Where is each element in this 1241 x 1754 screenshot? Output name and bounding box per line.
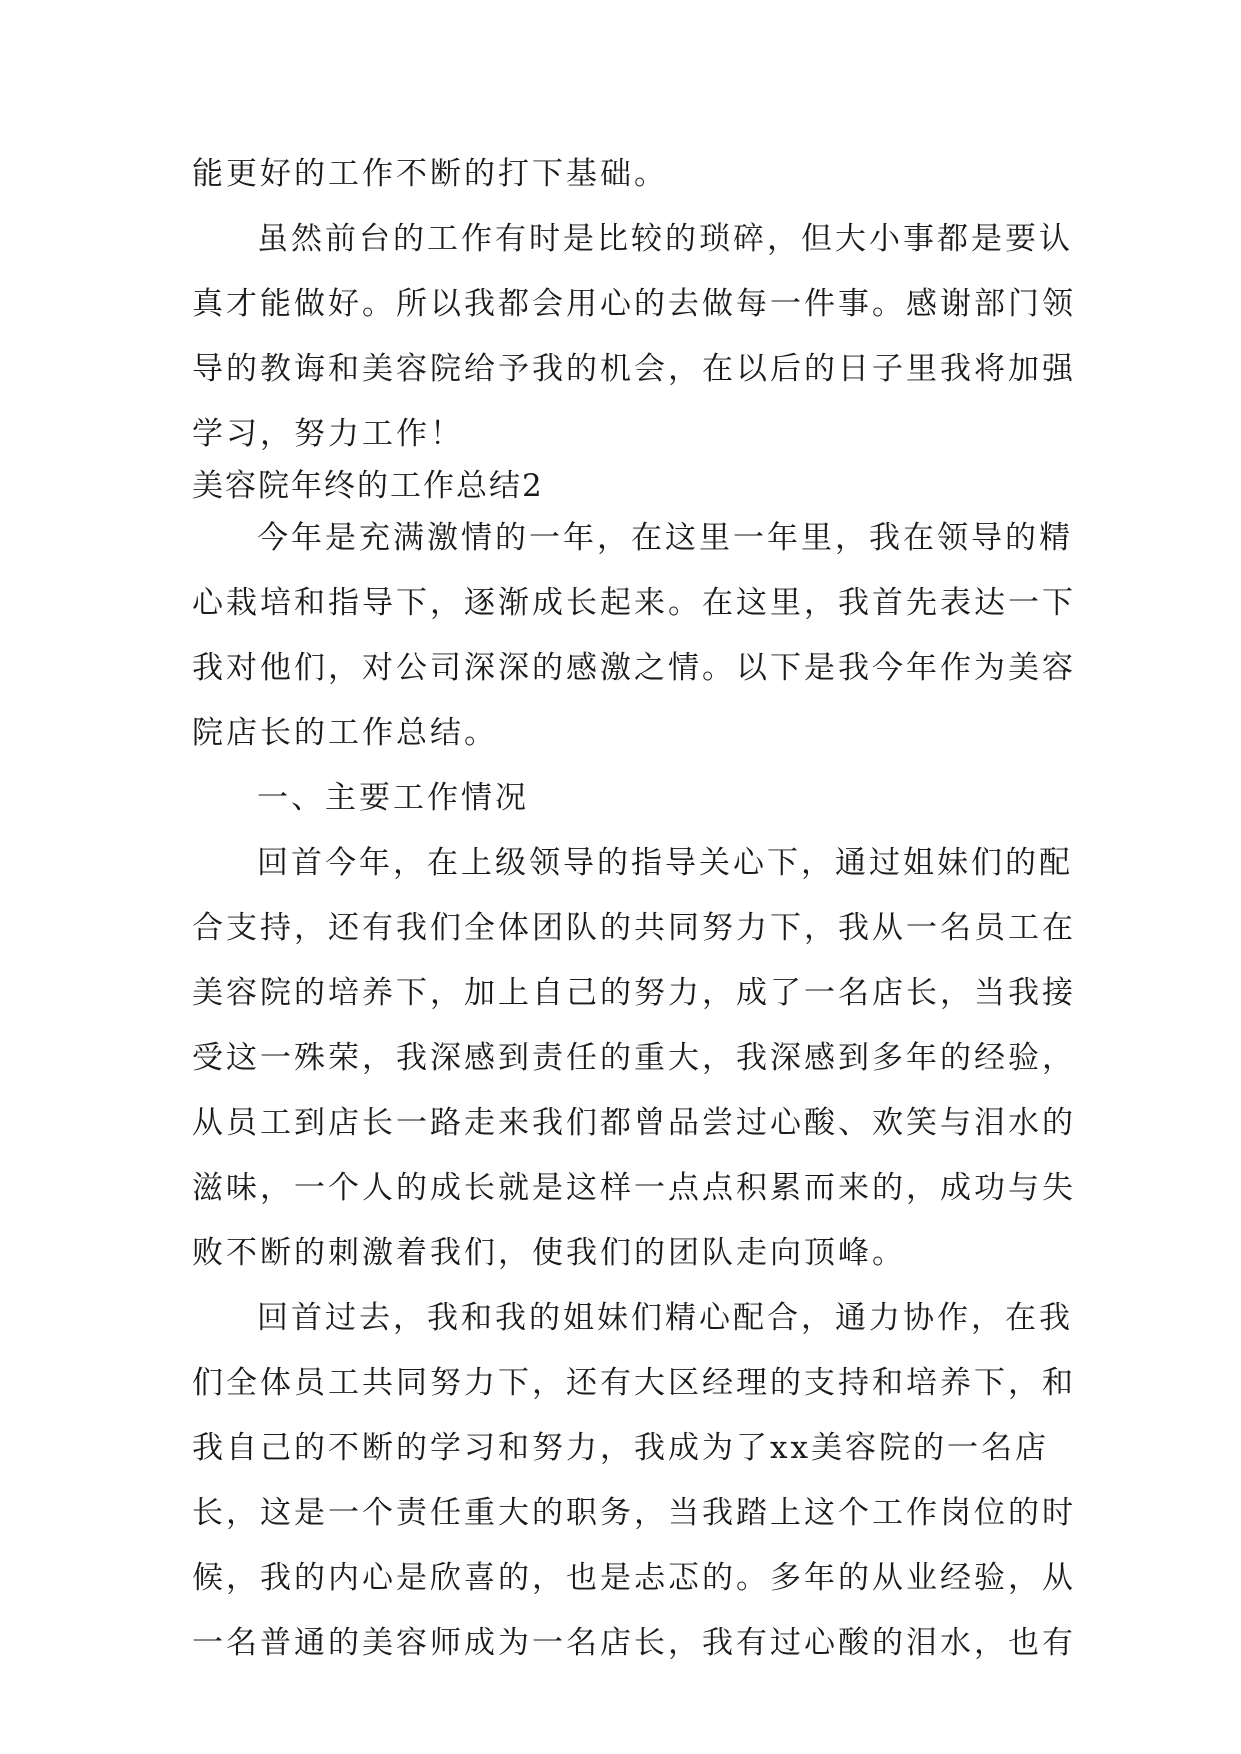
- subheading: 一、主要工作情况: [257, 780, 529, 816]
- paragraph-line: 今年是充满激情的一年，在这里一年里，我在领导的精: [257, 520, 1073, 556]
- paragraph-line: 从员工到店长一路走来我们都曾品尝过心酸、欢笑与泪水的: [192, 1105, 1076, 1141]
- paragraph-line: 我对他们，对公司深深的感激之情。以下是我今年作为美容: [192, 650, 1076, 686]
- paragraph-line: 学习，努力工作！: [192, 416, 464, 452]
- paragraph-line: 回首今年，在上级领导的指导关心下，通过姐妹们的配: [257, 845, 1073, 881]
- section-heading: 美容院年终的工作总结2: [192, 468, 544, 504]
- paragraph-line: 一名普通的美容师成为一名店长，我有过心酸的泪水，也有: [192, 1625, 1076, 1661]
- paragraph-line: 败不断的刺激着我们，使我们的团队走向顶峰。: [192, 1235, 906, 1271]
- paragraph-line: 院店长的工作总结。: [192, 715, 498, 751]
- paragraph-line: 能更好的工作不断的打下基础。: [192, 156, 668, 192]
- paragraph-line: 合支持，还有我们全体团队的共同努力下，我从一名员工在: [192, 910, 1076, 946]
- paragraph-line: 长，这是一个责任重大的职务，当我踏上这个工作岗位的时: [192, 1495, 1076, 1531]
- paragraph-line: 真才能做好。所以我都会用心的去做每一件事。感谢部门领: [192, 286, 1076, 322]
- paragraph-line: 们全体员工共同努力下，还有大区经理的支持和培养下，和: [192, 1365, 1076, 1401]
- paragraph-line: 我自己的不断的学习和努力，我成为了xx美容院的一名店: [192, 1430, 1049, 1466]
- paragraph-line: 导的教诲和美容院给予我的机会，在以后的日子里我将加强: [192, 351, 1076, 387]
- paragraph-line: 候，我的内心是欣喜的，也是忐忑的。多年的从业经验，从: [192, 1560, 1076, 1596]
- paragraph-line: 心栽培和指导下，逐渐成长起来。在这里，我首先表达一下: [192, 585, 1076, 621]
- paragraph-line: 滋味，一个人的成长就是这样一点点积累而来的，成功与失: [192, 1170, 1076, 1206]
- paragraph-line: 虽然前台的工作有时是比较的琐碎，但大小事都是要认: [257, 221, 1073, 257]
- paragraph-line: 受这一殊荣，我深感到责任的重大，我深感到多年的经验，: [192, 1040, 1076, 1076]
- paragraph-line: 回首过去，我和我的姐妹们精心配合，通力协作，在我: [257, 1300, 1073, 1336]
- paragraph-line: 美容院的培养下，加上自己的努力，成了一名店长，当我接: [192, 975, 1076, 1011]
